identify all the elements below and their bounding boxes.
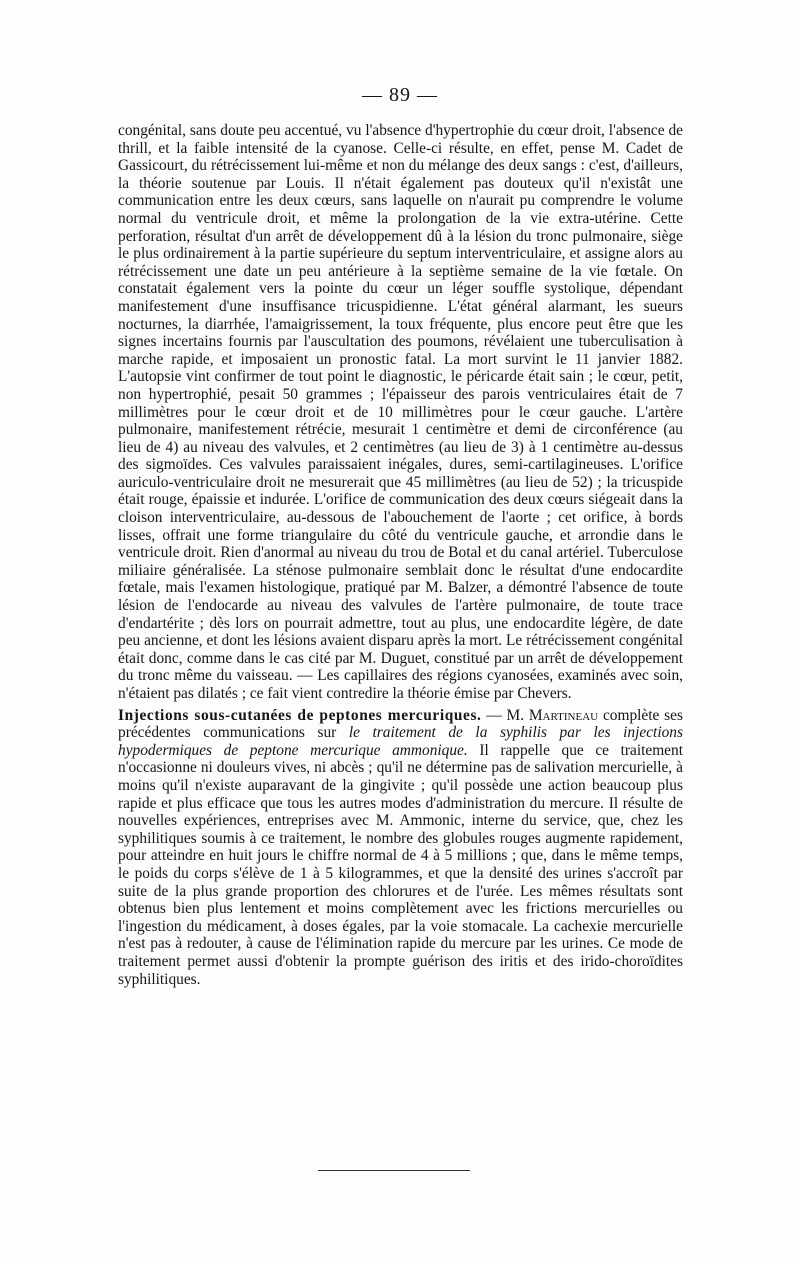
paragraph-peptone-injections [118, 707, 683, 989]
section-heading: Injections sous-cutanées de peptones mercuriques. [118, 706, 482, 724]
treatment-title: le traitement de la syphilis par les injections hypodermiques de peptone mercurique ammonique. [118, 724, 683, 759]
body-text [118, 122, 683, 988]
author-name: Martineau [528, 706, 599, 724]
heading-dash: — M. [481, 706, 529, 724]
page-number: — 89 — [362, 84, 438, 106]
paragraph-cyanosis-case: congénital, sans doute peu accentué, vu l'absence d'hypertrophie du cœur droit, l'absence de thrill, et la faible intensité de la cyanose. Celle-ci résulte, en effet, pense M. Cadet de Gassicourt, du rétrécissement lui-même et non du mélange des deux sangs : c'est, d'ailleurs, la théorie soutenue par Louis. Il n'était également pas douteux qu'il n'existât une communication entre les deux cœurs, sans laquelle on n'aurait pu comprendre le volume normal du ventricule droit, et même la prolongation de la vie extra-utérine. Cette perforation, résultat d'un arrêt de développement dû à la lésion du tronc pulmonaire, siège le plus ordinairement à la partie supérieure du septum interventriculaire, et assigne alors au rétrécissement une date un peu antérieure à la septième semaine de la vie fœtale. On constatait également vers la pointe du cœur un léger souffle systolique, dépendant manifestement d'une insuffisance tricuspidienne. L'état général alarmant, les sueurs nocturnes, la diarrhée, l'amaigrissement, la toux fréquente, plus encore peut être que les signes incertains fournis par l'auscultation des poumons, révélaient une tuberculisation à marche rapide, et imposaient un pronostic fatal. La mort survint le 11 janvier 1882. L'autopsie vint confirmer de tout point le diagnostic, le péricarde était sain ; le cœur, petit, non hypertrophié, pesait 50 grammes ; l'épaisseur des parois ventriculaires était de 7 millimètres pour le cœur droit et de 10 millimètres pour le cœur gauche. L'artère pulmonaire, manifestement rétrécie, mesurait 1 centimètre et demi de circonférence (au lieu de 4) au niveau des valvules, et 2 centimètres (au lieu de 3) à 1 centimètre au-dessus des sigmoïdes. Ces valvules paraissaient inégales, dures, semi-cartilagineuses. L'orifice auriculo-ventriculaire droit ne mesurerait que 45 millimètres (au lieu de 52) ; la tricuspide était rouge, épaissie et indurée. L'orifice de communication des deux cœurs siégeait dans la cloison interventriculaire, au-dessous de l'abouchement de l'aorte ; cet orifice, à bords lisses, offrait une forme triangulaire du côté du ventricule gauche, et arrondie dans le ventricule droit. Rien d'anormal au niveau du trou de Botal et du canal artériel. Tuberculose miliaire généralisée. La sténose pulmonaire semblait donc le résultat d'une endocardite fœtale, mais l'examen histologique, pratiqué par M. Balzer, a démontré l'absence de toute lésion de l'endocarde au niveau des valvules de l'artère pulmonaire, de toute trace d'endartérite ; dès lors on pourrait admettre, tout au plus, une endocardite légère, de date peu ancienne, et dont les lésions avaient disparu après la mort. Le rétrécissement congénital était donc, comme dans le cas cité par M. Duguet, constitué par un arrêt de développement du tronc même du vaisseau. — Les capillaires des régions cyanosées, examinés avec soin, n'étaient pas dilatés ; ce fait vient contredire la théorie émise par Chevers. [118, 122, 683, 702]
closing-rule [318, 1170, 470, 1171]
para2-intro: complète ses précédentes communications sur [118, 706, 683, 742]
para2-body: Il rappelle que ce traitement n'occasionne ni douleurs vives, ni abcès ; qu'il ne détermine pas de salivation mercurielle, à moins qu'il n'existe auparavant de la gingivite ; qu'il possède une action beaucoup plus rapide et plus efficace que tous les autres modes d'administration du mercure. Il résulte de nouvelles expériences, entreprises avec M. Ammonic, interne du service, que, chez les syphilitiques soumis à ce traitement, le nombre des globules rouges augmente rapidement, pour atteindre en huit jours le chiffre normal de 4 à 5 millions ; que, dans le même temps, le poids du corps s'élève de 1 à 5 kilogrammes, et que la densité des urines s'accroît par suite de la plus grande proportion des chlorures et de l'urée. Les mêmes résultats sont obtenus bien plus lentement et moins complètement avec les frictions mercurielles ou l'ingestion du médicament, à doses égales, par la voie stomacale. La cachexie mercurielle n'est pas à redouter, à cause de l'élimination rapide du mercure par les urines. Ce mode de traitement permet aussi d'obtenir la prompte guérison des iritis et des irido-choroïdites syphilitiques. [118, 741, 683, 988]
